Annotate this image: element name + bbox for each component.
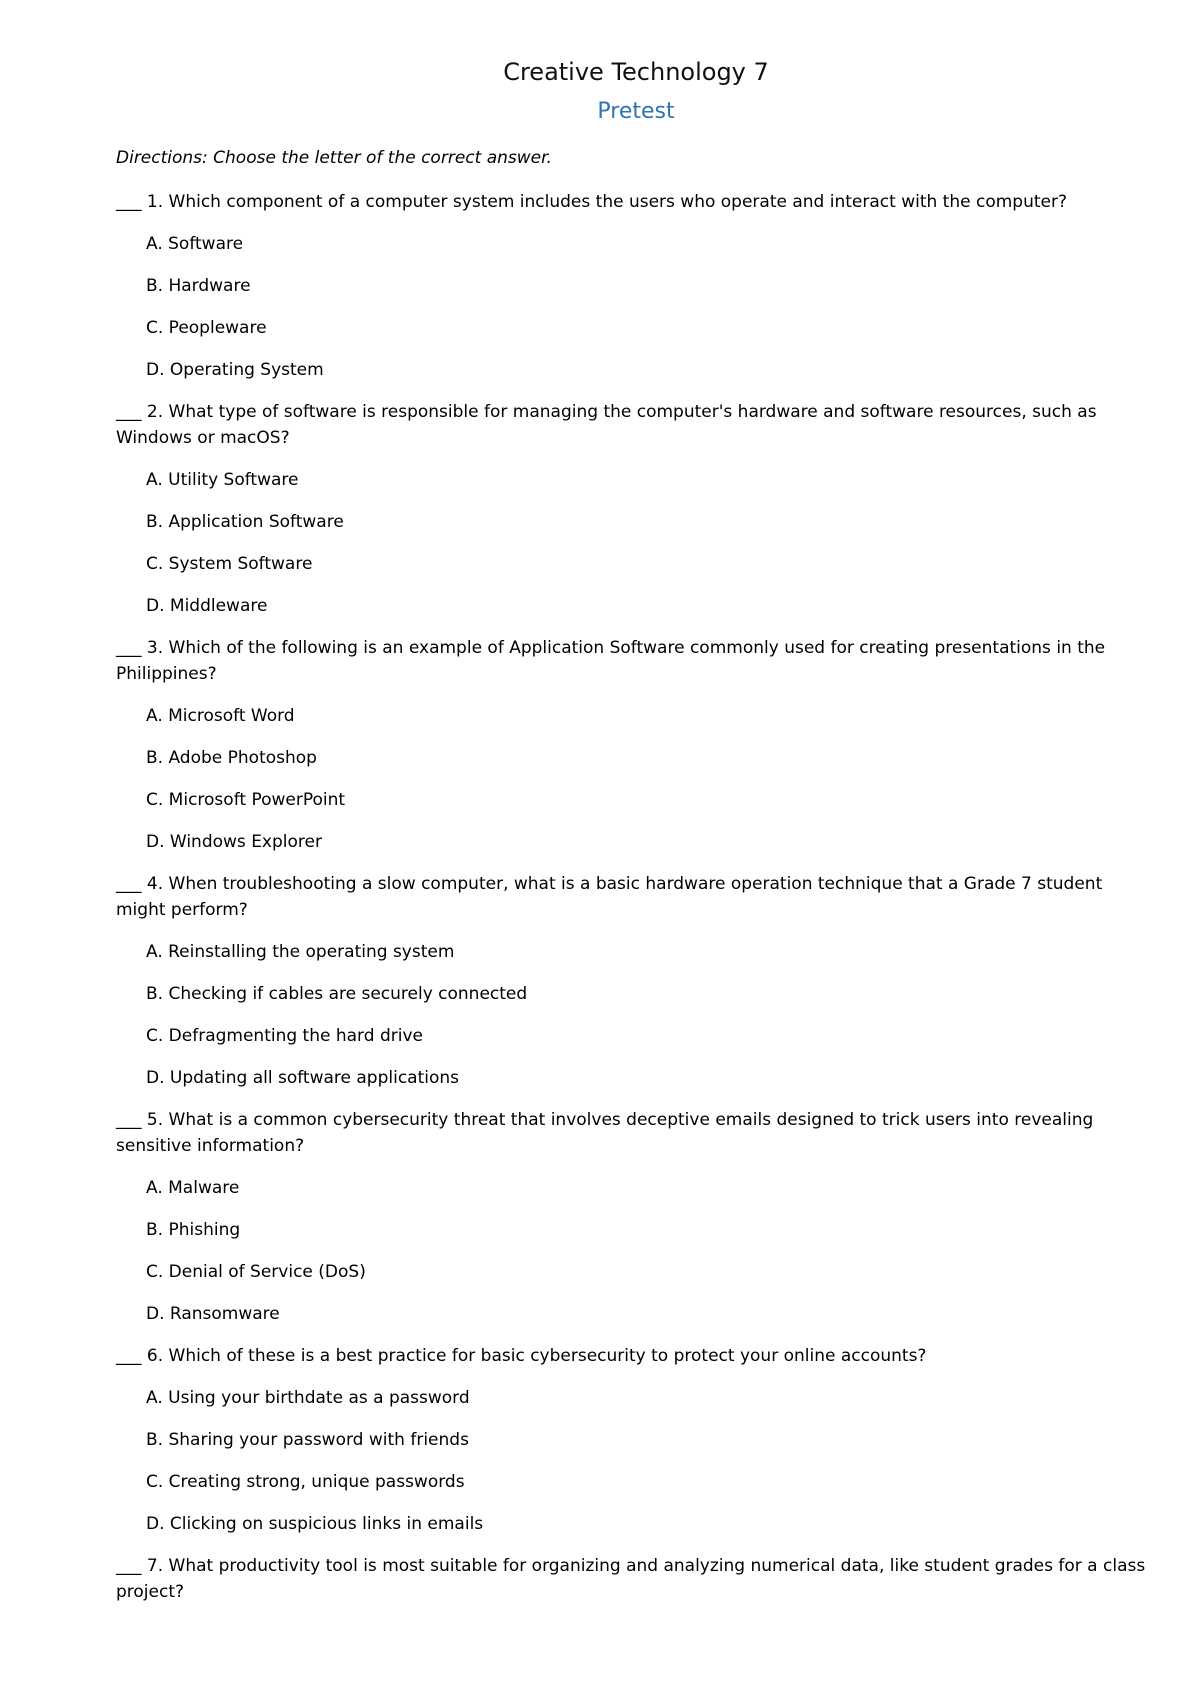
answer-option: D. Clicking on suspicious links in emails — [146, 1514, 484, 1534]
answer-option: A. Utility Software — [146, 470, 299, 490]
answer-option: A. Software — [146, 234, 244, 254]
answer-option: D. Ransomware — [146, 1304, 280, 1324]
answer-option: C. Denial of Service (DoS) — [146, 1262, 366, 1282]
answer-option: D. Windows Explorer — [146, 832, 322, 852]
question-text: ___ 2. What type of software is responsible for managing the computer's hardware and software resources, such as Windows or macOS? — [116, 402, 1097, 448]
answer-option: B. Sharing your password with friends — [146, 1430, 469, 1450]
question-text: ___ 1. Which component of a computer system includes the users who operate and interact with the computer? — [116, 192, 1067, 212]
question-text: ___ 4. When troubleshooting a slow computer, what is a basic hardware operation technique that a Grade 7 student might perform? — [116, 874, 1103, 920]
question-4 — [116, 871, 1156, 1091]
question-list — [116, 189, 1156, 1621]
document-title: Creative Technology 7 — [503, 58, 769, 86]
question-text: ___ 3. Which of the following is an example of Application Software commonly used for creating presentations in the Philippines? — [116, 638, 1106, 684]
answer-option: C. Microsoft PowerPoint — [146, 790, 346, 810]
question-6 — [116, 1343, 1156, 1537]
answer-option: A. Microsoft Word — [146, 706, 295, 726]
answer-option: D. Updating all software applications — [146, 1068, 460, 1088]
answer-option: B. Adobe Photoshop — [146, 748, 317, 768]
question-text: ___ 7. What productivity tool is most suitable for organizing and analyzing numerical data, like student grades for a class project? — [116, 1556, 1146, 1602]
answer-option: A. Using your birthdate as a password — [146, 1388, 470, 1408]
question-1 — [116, 189, 1156, 383]
answer-option: A. Malware — [146, 1178, 240, 1198]
directions-text: Directions: Choose the letter of the correct answer. — [116, 148, 552, 168]
answer-option: B. Checking if cables are securely connected — [146, 984, 528, 1004]
question-2 — [116, 399, 1156, 619]
answer-option: D. Operating System — [146, 360, 324, 380]
answer-option: D. Middleware — [146, 596, 268, 616]
answer-option: A. Reinstalling the operating system — [146, 942, 455, 962]
question-5 — [116, 1107, 1156, 1327]
question-7 — [116, 1553, 1156, 1605]
question-3 — [116, 635, 1156, 855]
question-text: ___ 6. Which of these is a best practice for basic cybersecurity to protect your online accounts? — [116, 1346, 927, 1366]
answer-option: B. Application Software — [146, 512, 344, 532]
answer-option: B. Phishing — [146, 1220, 241, 1240]
question-text: ___ 5. What is a common cybersecurity threat that involves deceptive emails designed to trick users into revealing sensitive information? — [116, 1110, 1094, 1156]
answer-option: C. System Software — [146, 554, 313, 574]
answer-option: C. Defragmenting the hard drive — [146, 1026, 423, 1046]
answer-option: B. Hardware — [146, 276, 251, 296]
document-subtitle: Pretest — [597, 99, 675, 124]
answer-option: C. Peopleware — [146, 318, 267, 338]
answer-option: C. Creating strong, unique passwords — [146, 1472, 465, 1492]
